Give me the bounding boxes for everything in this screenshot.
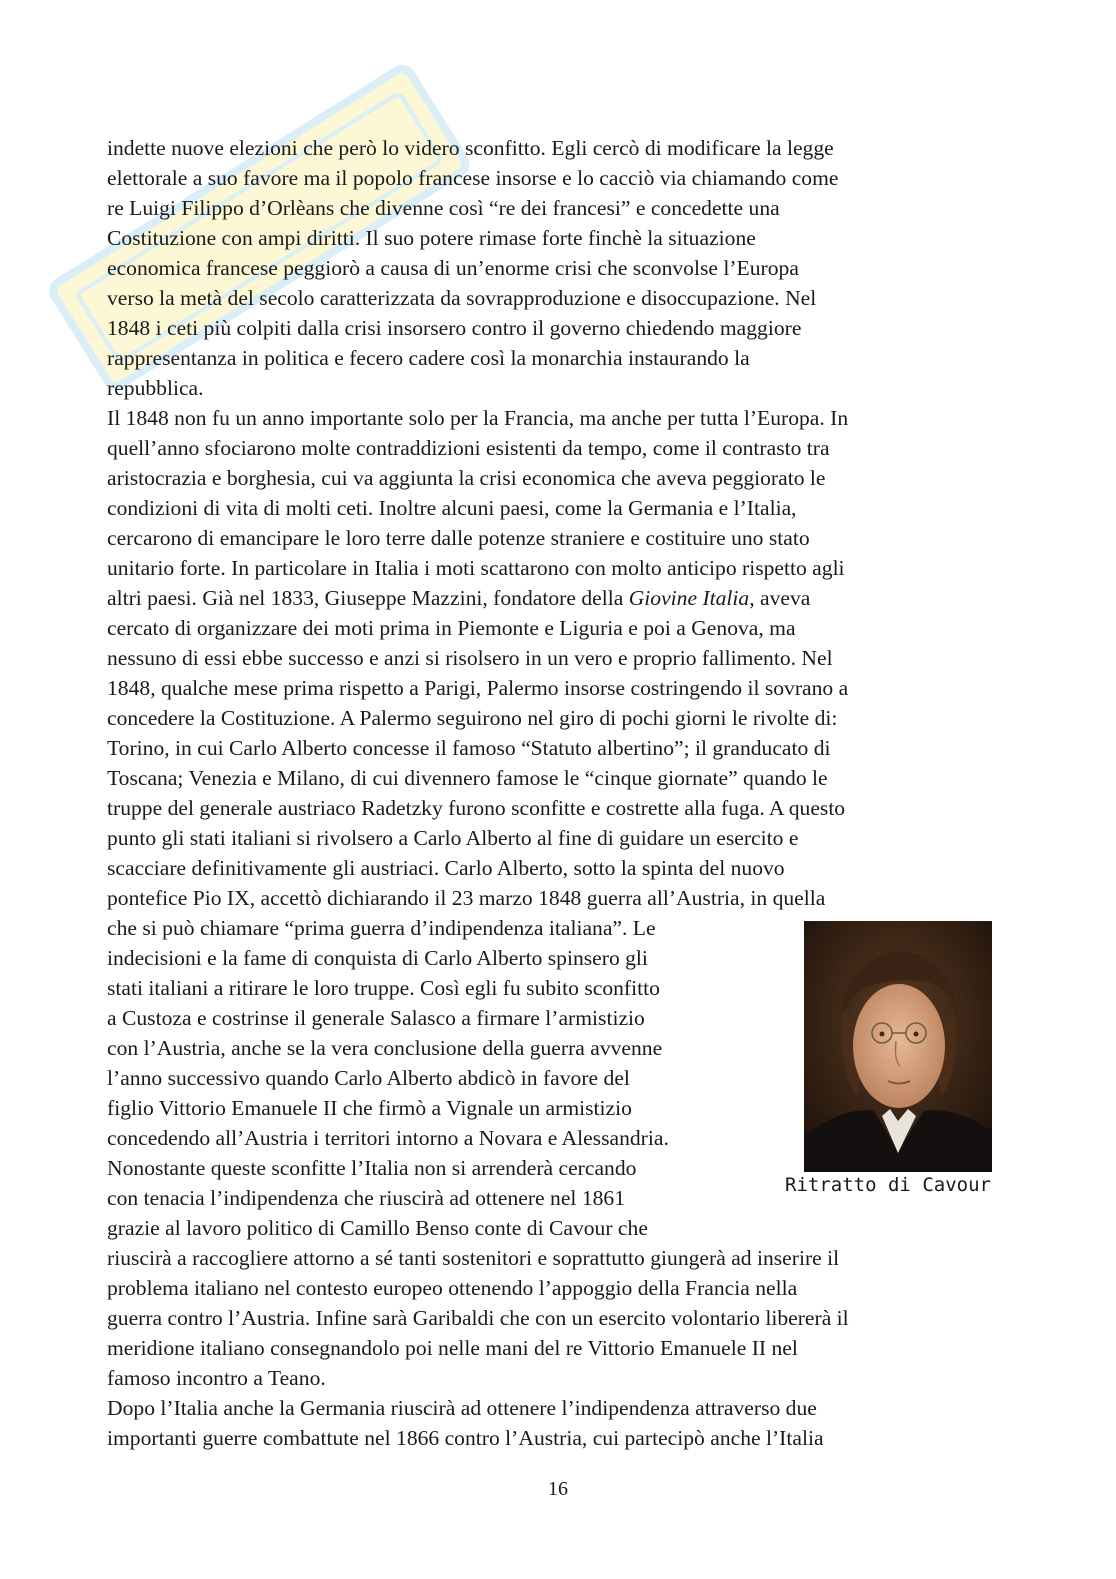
text-segment: altri paesi. Già nel 1833, Giuseppe Mazzini, fondatore della <box>107 586 629 610</box>
page-number: 16 <box>548 1478 568 1500</box>
paragraph-1 <box>107 133 1007 403</box>
text-line: scacciare definitivamente gli austriaci. Carlo Alberto, sotto la spinta del nuovo <box>107 856 785 880</box>
text-line: 1848 i ceti più colpiti dalla crisi insorsero contro il governo chiedendo maggiore <box>107 316 802 340</box>
text-line: verso la metà del secolo caratterizzata da sovrapproduzione e disoccupazione. Nel <box>107 286 817 310</box>
text-line: stati italiani a ritirare le loro truppe. Così egli fu subito sconfitto <box>107 976 660 1000</box>
text-line: re Luigi Filippo d’Orlèans che divenne così “re dei francesi” e concedette una <box>107 196 780 220</box>
figure-caption: Ritratto di Cavour <box>785 1174 991 1196</box>
text-line: importanti guerre combattute nel 1866 contro l’Austria, cui partecipò anche l’Italia <box>107 1426 824 1450</box>
text-line: elettorale a suo favore ma il popolo francese insorse e lo cacciò via chiamando come <box>107 166 839 190</box>
cavour-portrait <box>804 921 992 1172</box>
text-line: cercarono di emancipare le loro terre dalle potenze straniere e costituire uno stato <box>107 526 810 550</box>
paragraph-2 <box>107 403 1007 1393</box>
text-segment: , aveva <box>749 586 811 610</box>
text-line: grazie al lavoro politico di Camillo Benso conte di Cavour che <box>107 1216 648 1240</box>
text-line: l’anno successivo quando Carlo Alberto abdicò in favore del <box>107 1066 630 1090</box>
text-line: unitario forte. In particolare in Italia i moti scattarono con molto anticipo rispetto agli <box>107 556 845 580</box>
text-line: concedere la Costituzione. A Palermo seguirono nel giro di pochi giorni le rivolte di: <box>107 706 838 730</box>
text-line: Toscana; Venezia e Milano, di cui divennero famose le “cinque giornate” quando le <box>107 766 828 790</box>
giovine-italia-title: Giovine Italia <box>628 586 750 610</box>
text-line: riuscirà a raccogliere attorno a sé tanti sostenitori e soprattutto giungerà ad inserire il <box>107 1246 840 1270</box>
text-line: nessuno di essi ebbe successo e anzi si risolsero in un vero e proprio fallimento. Nel <box>107 646 833 670</box>
portrait-image <box>804 921 992 1172</box>
text-line: a Custoza e costrinse il generale Salasco a firmare l’armistizio <box>107 1006 645 1030</box>
portrait-face <box>853 984 945 1108</box>
text-line: quell’anno sfociarono molte contraddizioni esistenti da tempo, come il contrasto tra <box>107 436 830 460</box>
text-line: pontefice Pio IX, accettò dichiarando il 23 marzo 1848 guerra all’Austria, in quella <box>107 886 826 910</box>
text-line: indecisioni e la fame di conquista di Carlo Alberto spinsero gli <box>107 946 648 970</box>
text-line: rappresentanza in politica e fecero cadere così la monarchia instaurando la <box>107 346 750 370</box>
text-line: guerra contro l’Austria. Infine sarà Garibaldi che con un esercito volontario libererà il <box>107 1306 849 1330</box>
text-line: economica francese peggiorò a causa di un’enorme crisi che sconvolse l’Europa <box>107 256 799 280</box>
text-line-mazzini <box>107 583 1007 613</box>
text-line: Il 1848 non fu un anno importante solo per la Francia, ma anche per tutta l’Europa. In <box>107 406 849 430</box>
text-line: figlio Vittorio Emanuele II che firmò a Vignale un armistizio <box>107 1096 632 1120</box>
text-line: Costituzione con ampi diritti. Il suo potere rimase forte finchè la situazione <box>107 226 756 250</box>
text-line: repubblica. <box>107 376 204 400</box>
text-line: famoso incontro a Teano. <box>107 1366 326 1390</box>
text-line: che si può chiamare “prima guerra d’indipendenza italiana”. Le <box>107 916 656 940</box>
text-line: truppe del generale austriaco Radetzky furono sconfitte e costrette alla fuga. A questo <box>107 796 846 820</box>
document-body <box>107 133 1007 1453</box>
text-line: Dopo l’Italia anche la Germania riuscirà ad ottenere l’indipendenza attraverso due <box>107 1396 817 1420</box>
text-line: problema italiano nel contesto europeo ottenendo l’appoggio della Francia nella <box>107 1276 798 1300</box>
text-line: Nonostante queste sconfitte l’Italia non si arrenderà cercando <box>107 1156 637 1180</box>
text-line: cercato di organizzare dei moti prima in Piemonte e Liguria e poi a Genova, ma <box>107 616 796 640</box>
text-line: 1848, qualche mese prima rispetto a Parigi, Palermo insorse costringendo il sovrano a <box>107 676 849 700</box>
text-line: Torino, in cui Carlo Alberto concesse il famoso “Statuto albertino”; il granducato di <box>107 736 831 760</box>
text-line: indette nuove elezioni che però lo videro sconfitto. Egli cercò di modificare la legge <box>107 136 834 160</box>
text-line: condizioni di vita di molti ceti. Inoltre alcuni paesi, come la Germania e l’Italia, <box>107 496 797 520</box>
text-line: con l’Austria, anche se la vera conclusione della guerra avvenne <box>107 1036 663 1060</box>
paragraph-3 <box>107 1393 1007 1453</box>
text-line: punto gli stati italiani si rivolsero a Carlo Alberto al fine di guidare un esercito e <box>107 826 799 850</box>
text-line: meridione italiano consegnandolo poi nelle mani del re Vittorio Emanuele II nel <box>107 1336 798 1360</box>
text-line: con tenacia l’indipendenza che riuscirà ad ottenere nel 1861 <box>107 1186 626 1210</box>
text-line: aristocrazia e borghesia, cui va aggiunta la crisi economica che aveva peggiorato le <box>107 466 826 490</box>
text-line: concedendo all’Austria i territori intorno a Novara e Alessandria. <box>107 1126 669 1150</box>
